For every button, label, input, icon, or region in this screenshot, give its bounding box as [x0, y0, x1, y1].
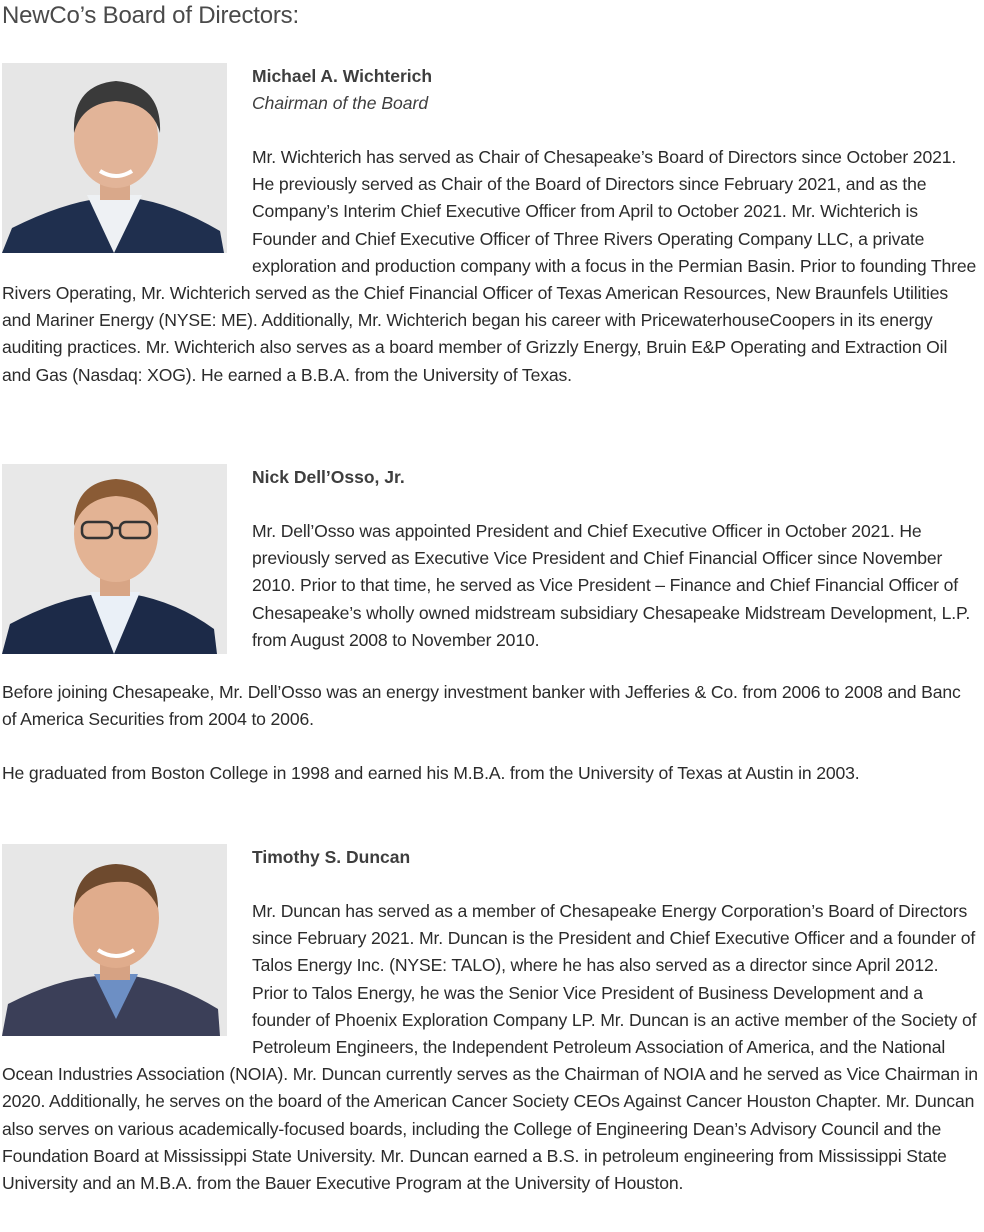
director-name: Nick Dell’Osso, Jr.	[252, 467, 405, 487]
director-photo	[2, 63, 227, 253]
page-title: NewCo’s Board of Directors:	[2, 2, 299, 29]
director-photo	[2, 464, 227, 654]
director-card-dellosso	[0, 464, 984, 788]
director-bio: He graduated from Boston College in 1998 and earned his M.B.A. from the University of Texas at Austin in 2003.	[2, 763, 860, 784]
director-photo	[2, 844, 227, 1036]
director-bio: Mr. Dell’Osso was appointed President and Chief Executive Officer in October 2021. He previously served as Executive Vice President and Chief Financial Officer since November 2010. Prior to that time, he served as Vice President – Finance and Chief Financial Officer of Chesapeake’s wholly owned midstream subsidiary Chesapeake Midstream Development, L.P. from August 2008 to November 2010.	[252, 521, 971, 650]
director-role: Chairman of the Board	[252, 93, 429, 113]
director-bio: Before joining Chesapeake, Mr. Dell’Osso was an energy investment banker with Jefferies & Co. from 2006 to 2008 and Banc of America Securities from 2004 to 2006.	[2, 682, 961, 730]
director-bio: Mr. Duncan has served as a member of Chesapeake Energy Corporation’s Board of Directors since February 2021. Mr. Duncan is the President and Chief Executive Officer and a founder of Talos Energy Inc. (NYSE: TALO), where he has also served as a director since April 2012. Prior to Talos Energy, he was the Senior Vice President of Business Development and a founder of Phoenix Exploration Company LP. Mr. Duncan is an active member of the Society of Petroleum Engineers, the Independent Petroleum Association of America, and the National Ocean Industries Association (NOIA). Mr. Duncan currently serves as the Chairman of NOIA and he served as Vice Chairman in 2020. Additionally, he serves on the board of the American Cancer Society CEOs Against Cancer Houston Chapter. Mr. Duncan also serves on various academically-focused boards, including the College of Engineering Dean’s Advisory Council and the Foundation Board at Mississippi State University. Mr. Duncan earned a B.S. in petroleum engineering from Mississippi State University and an M.B.A. from the Bauer Executive Program at the University of Houston.	[2, 901, 978, 1194]
director-name: Michael A. Wichterich	[252, 66, 433, 86]
director-card-wichterich	[0, 63, 984, 389]
director-name: Timothy S. Duncan	[252, 847, 411, 867]
director-bio: Mr. Wichterich has served as Chair of Chesapeake’s Board of Directors since October 2021. He previously served as Chair of the Board of Directors since February 2021, and as the Company’s Interim Chief Executive Officer from April to October 2021. Mr. Wichterich is Founder and Chief Executive Officer of Three Rivers Operating Company LLC, a private exploration and production company with a focus in the Permian Basin. Prior to founding Three Rivers Operating, Mr. Wichterich served as the Chief Financial Officer of Texas American Resources, New Braunfels Utilities and Mariner Energy (NYSE: ME). Additionally, Mr. Wichterich began his career with PricewaterhouseCoopers in its energy auditing practices. Mr. Wichterich also serves as a board member of Grizzly Energy, Bruin E&P Operating and Extraction Oil and Gas (Nasdaq: XOG). He earned a B.B.A. from the University of Texas.	[2, 147, 977, 385]
director-card-duncan	[0, 844, 984, 1197]
